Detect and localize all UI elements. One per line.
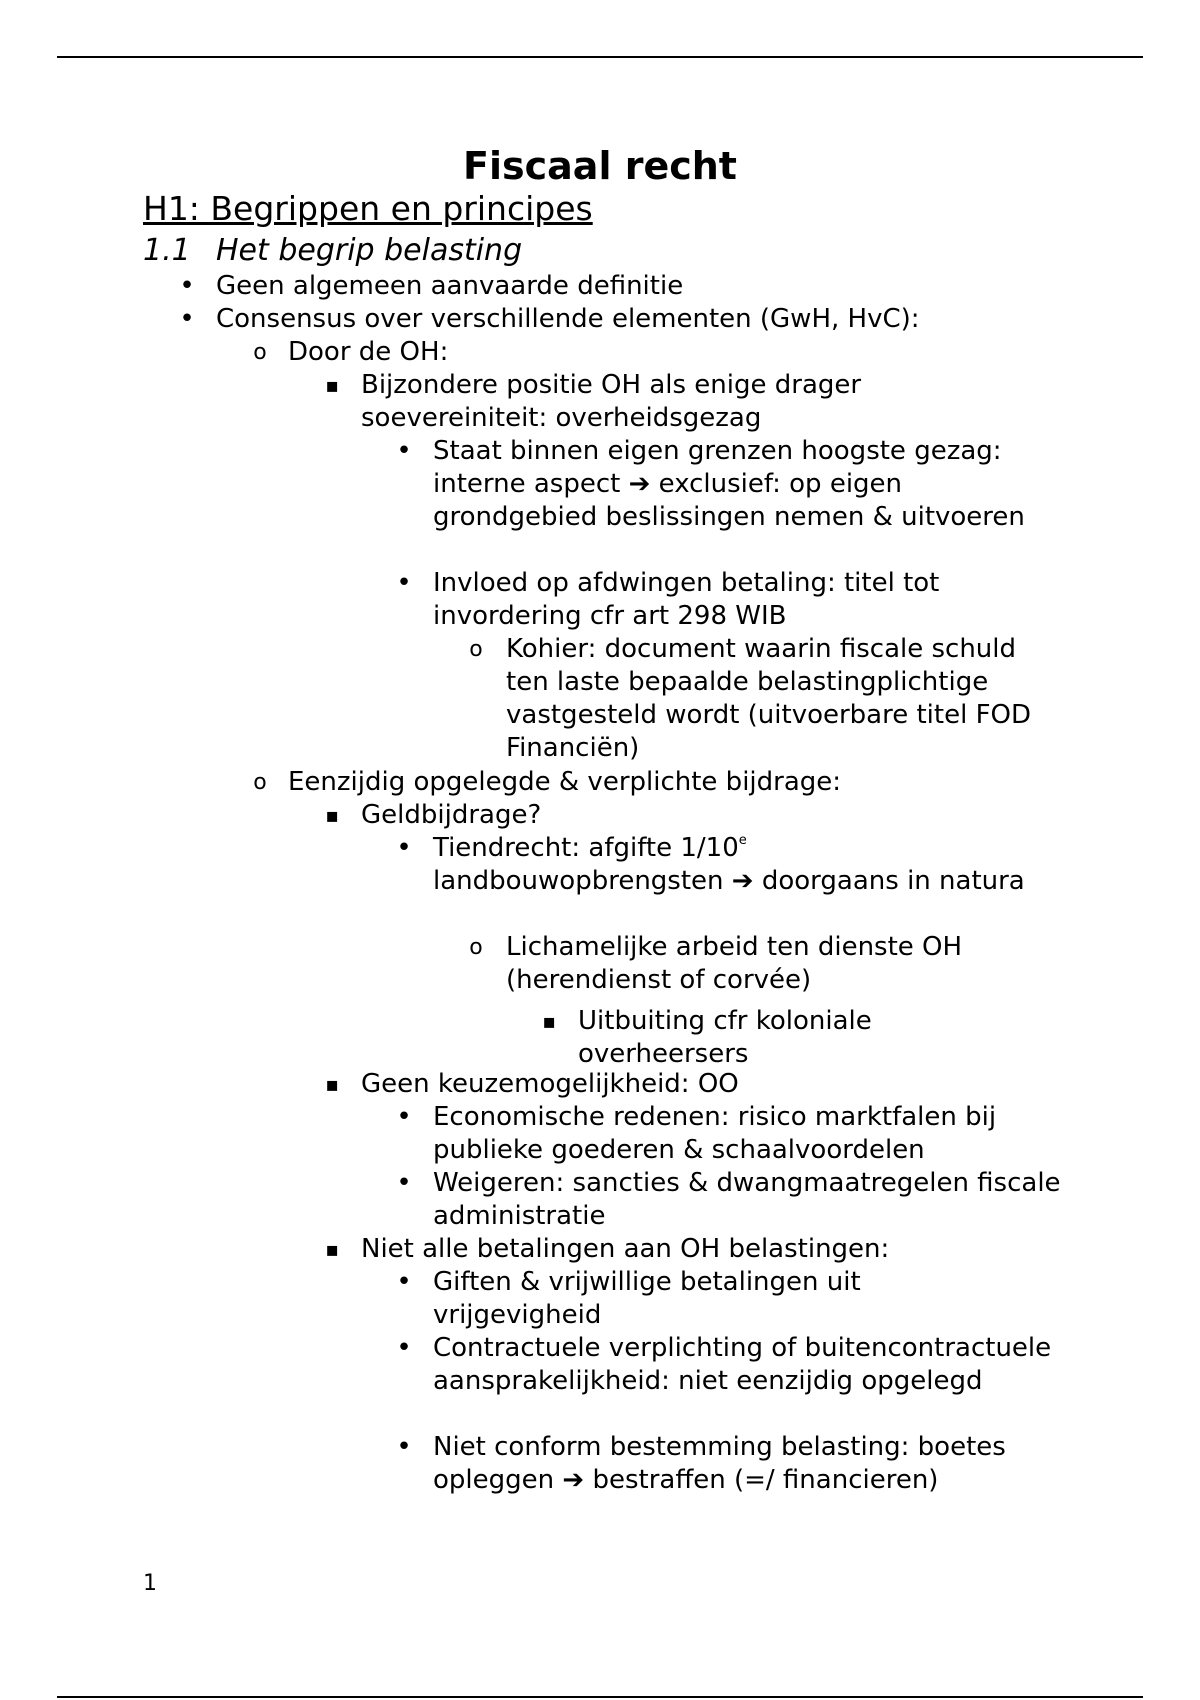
square-bullet-icon [317,369,347,402]
section-title: Het begrip belasting [216,233,523,268]
list-item: Lichamelijke arbeid ten dienste OH (herendienst of corvée) [506,932,963,995]
list-item: Niet alle betalingen aan OH belastingen: [361,1234,890,1264]
bullet-icon [389,567,419,600]
square-bullet-icon [534,1005,564,1038]
section-number: 1.1 [143,233,191,268]
page-title: Fiscaal recht [463,144,737,188]
list-item: Geldbijdrage? [361,800,542,830]
list-item: Staat binnen eigen grenzen hoogste gezag: interne aspect ➔ exclusief: op eigen grondgebied beslissingen nemen & uitvoeren [433,436,1025,532]
list-item: Kohier: document waarin fiscale schuld ten laste bepaalde belastingplichtige vastgesteld wordt (uitvoerbare titel FOD Financiën) [506,634,1032,763]
bullet-icon [172,303,202,336]
square-bullet-icon [317,799,347,832]
list-item: Economische redenen: risico marktfalen bij publieke goederen & schaalvoordelen [433,1102,997,1165]
list-item: Eenzijdig opgelegde & verplichte bijdrage: [288,767,842,797]
circle-bullet-icon [461,931,491,964]
list-item: Consensus over verschillende elementen (GwH, HvC): [216,304,920,334]
section-heading [143,232,1043,270]
bullet-icon [389,832,419,865]
top-rule [57,56,1143,58]
arrow-right-icon: ➔ [628,469,651,499]
arrow-right-icon: ➔ [731,866,754,896]
list-item: Uitbuiting cfr koloniale overheersers [578,1006,872,1069]
list-item: Tiendrecht: afgifte 1/10e landbouwopbrengsten ➔ doorgaans in natura [433,833,1025,896]
bullet-icon [172,270,202,303]
chapter-heading: H1: Begrippen en principes [143,189,593,228]
bottom-rule [57,1696,1143,1698]
circle-bullet-icon [461,633,491,666]
list-item: Niet conform bestemming belasting: boetes opleggen ➔ bestraffen (=/ financieren) [433,1432,1006,1495]
bullet-icon [389,1332,419,1365]
list-item: Door de OH: [288,337,449,367]
list-item: Invloed op afdwingen betaling: titel tot invordering cfr art 298 WIB [433,568,940,631]
bullet-icon [389,1266,419,1299]
circle-bullet-icon [245,766,275,799]
list-item: Geen algemeen aanvaarde definitie [216,271,684,301]
square-bullet-icon [317,1233,347,1266]
bullet-icon [389,435,419,468]
page-number: 1 [143,1571,157,1596]
list-item: Bijzondere positie OH als enige drager soevereiniteit: overheidsgezag [361,370,862,433]
list-item: Geen keuzemogelijkheid: OO [361,1069,739,1099]
list-item: Weigeren: sancties & dwangmaatregelen fiscale administratie [433,1168,1061,1231]
bullet-icon [389,1431,419,1464]
list-item: Contractuele verplichting of buitencontractuele aansprakelijkheid: niet eenzijdig opgelegd [433,1333,1052,1396]
list-item: Giften & vrijwillige betalingen uit vrijgevigheid [433,1267,861,1330]
bullet-icon [389,1167,419,1200]
circle-bullet-icon [245,336,275,369]
square-bullet-icon [317,1068,347,1101]
arrow-right-icon: ➔ [562,1465,585,1495]
bullet-icon [389,1101,419,1134]
